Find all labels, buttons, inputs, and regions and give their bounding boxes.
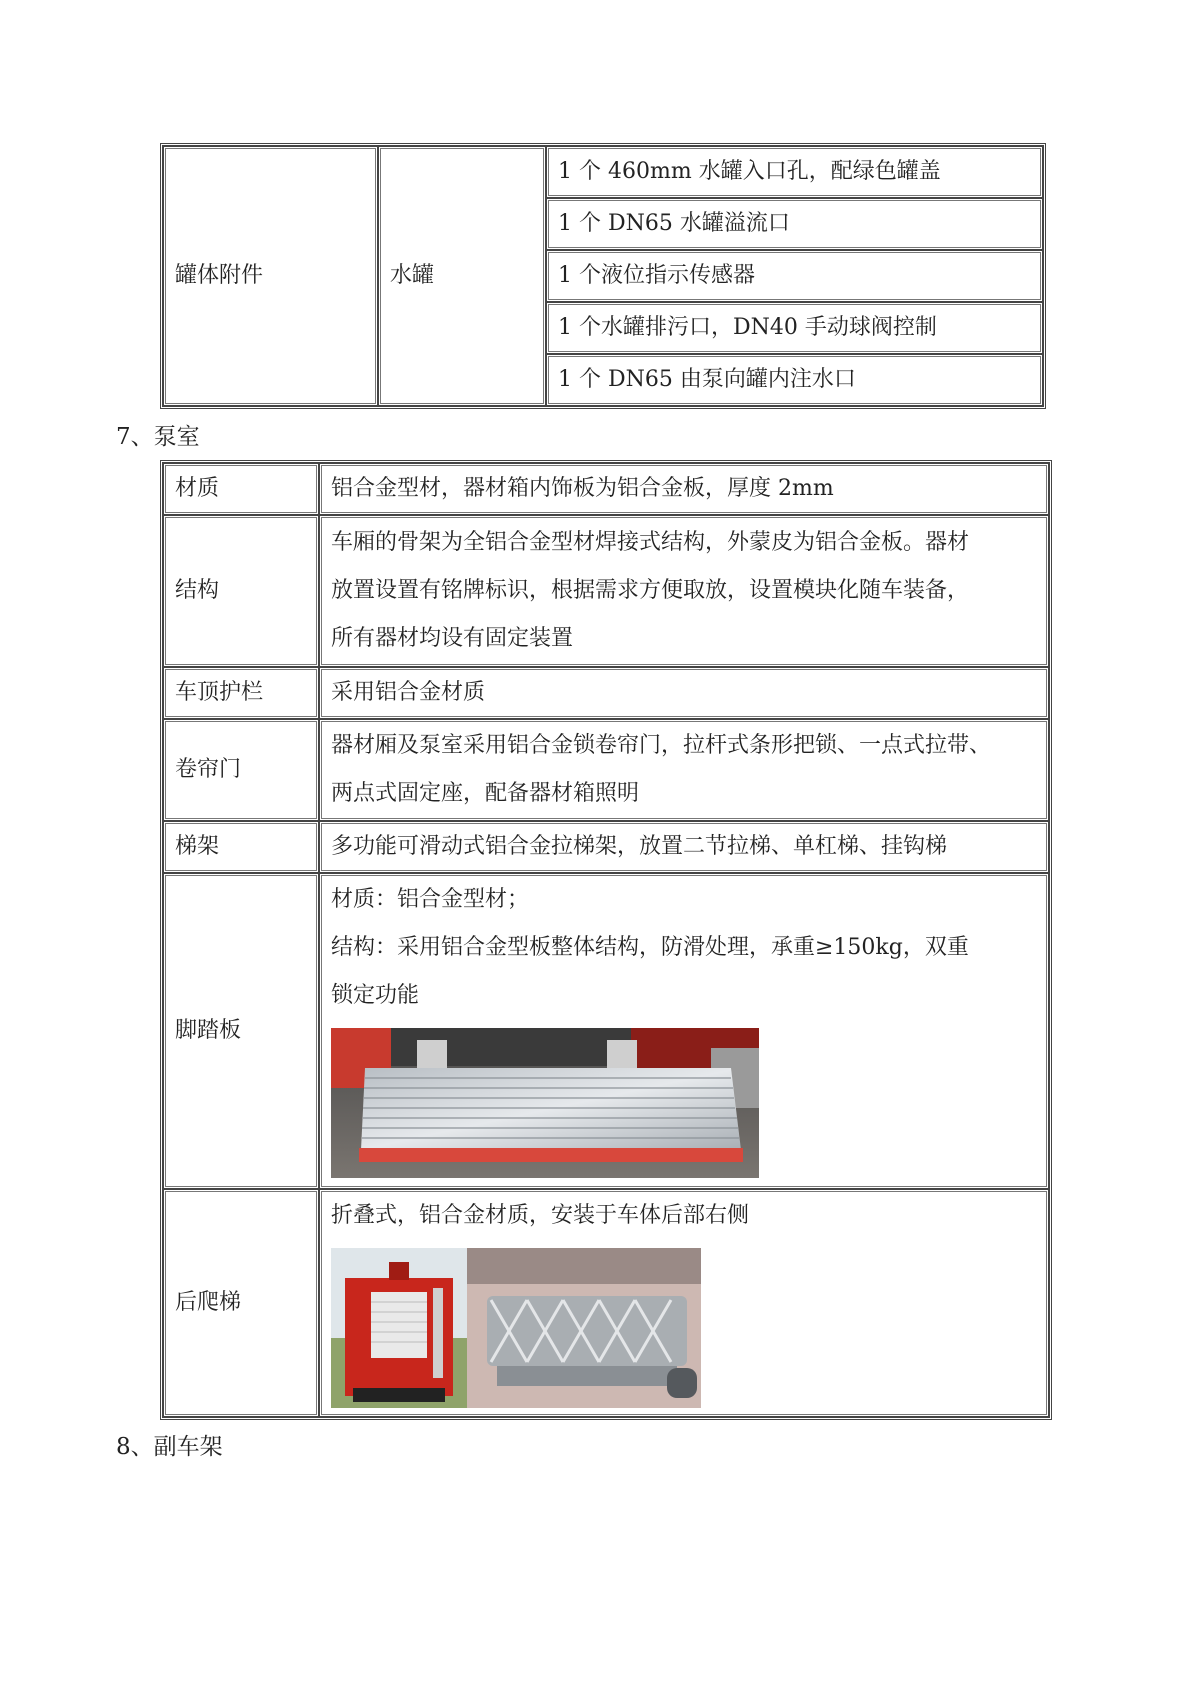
row-line: 器材厢及泵室采用铝合金锁卷帘门，拉杆式条形把锁、一点式拉带、 [331,733,992,758]
section-8-heading: 8、副车架 [116,1434,223,1460]
spec-cell: 1 个水罐排污口，DN40 手动球阀控制 [546,302,1043,354]
row-text: 铝合金型材，器材箱内饰板为铝合金板，厚度 2mm [319,463,1049,515]
row-line: 车厢的骨架为全铝合金型材焊接式结构，外蒙皮为铝合金板。器材 [331,530,970,555]
row-label: 卷帘门 [163,719,319,821]
row-line: 折叠式，铝合金材质，安装于车体后部右侧 [331,1203,750,1228]
category-cell: 罐体附件 [163,146,378,406]
spec-cell: 1 个 DN65 水罐溢流口 [546,198,1043,250]
spec-cell: 1 个液位指示传感器 [546,250,1043,302]
row-line: 材质：铝合金型材； [331,887,530,912]
row-text: 采用铝合金材质 [319,667,1049,719]
row-line: 结构：采用铝合金型板整体结构，防滑处理，承重≥150kg，双重 [331,935,969,960]
row-label: 材质 [163,463,319,515]
item-cell: 水罐 [378,146,546,406]
spec-cell: 1 个 DN65 由泵向罐内注水口 [546,354,1043,406]
fire-truck-rear-photo [331,1248,467,1408]
row-label: 车顶护栏 [163,667,319,719]
row-line: 放置设置有铭牌标识，根据需求方便取放，设置模块化随车装备， [331,578,970,603]
section-7-heading: 7、泵室 [116,424,200,450]
pump-room-table [160,460,1052,1420]
row-line: 所有器材均设有固定装置 [331,626,574,651]
row-label: 脚踏板 [163,873,319,1189]
step-board-photo [331,1028,759,1178]
row-label: 梯架 [163,821,319,873]
row-line: 锁定功能 [331,983,420,1008]
row-label: 结构 [163,515,319,667]
tank-accessories-table [160,143,1046,409]
ladder-step-photo [467,1248,701,1408]
spec-cell: 1 个 460mm 水罐入口孔，配绿色罐盖 [546,146,1043,198]
row-text: 多功能可滑动式铝合金拉梯架，放置二节拉梯、单杠梯、挂钩梯 [319,821,1049,873]
row-label: 后爬梯 [163,1189,319,1417]
row-line: 两点式固定座，配备器材箱照明 [331,781,640,806]
